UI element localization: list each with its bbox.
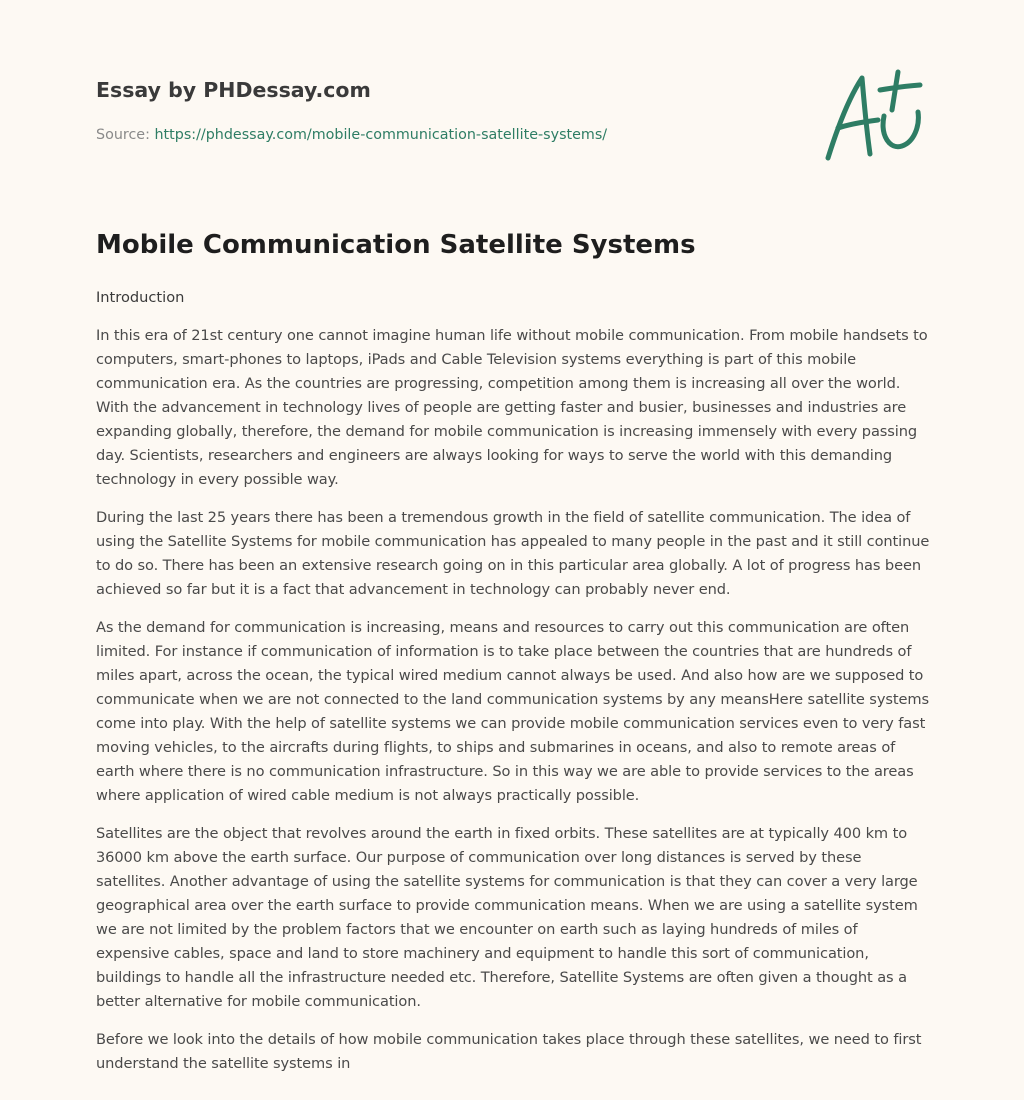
intro-heading: Introduction [96,289,185,306]
paragraph: Satellites are the object that revolves around the earth in fixed orbits. These satellites are at typically 400 km to 36000 km above the earth surface. Our purpose of communication over long distances is served by these satellites. Another advantage of using the satellite systems for communication is that they can cover a very large geographical area over the earth surface to provide communication means. When we are using a satellite system we are not limited by the problem factors that we encounter on earth such as laying hundreds of miles of expensive cables, space and land to store machinery and equipment to handle this sort of communication, buildings to handle all the infrastructure needed etc. Therefore, Satellite Systems are often given a thought as a better alternative for mobile communication. [96,825,918,1010]
a-plus-logo-icon [820,66,930,166]
article [96,226,932,1076]
source-link[interactable]: https://phdessay.com/mobile-communication-satellite-systems/ [154,127,608,143]
source-line [96,125,796,145]
source-label: Source: [96,127,155,143]
paragraph: In this era of 21st century one cannot imagine human life without mobile communication. From mobile handsets to computers, smart-phones to laptops, iPads and Cable Television systems everything is part of this mobile communication era. As the countries are progressing, competition among them is increasing all over the world. With the advancement in technology lives of people are getting faster and busier, businesses and industries are expanding globally, therefore, the demand for mobile communication is increasing immensely with every passing day. Scientists, researchers and engineers are always looking for ways to serve the world with this demanding technology in every possible way. [96,327,928,488]
paragraph: Before we look into the details of how mobile communication takes place through these satellites, we need to first understand the satellite systems in [96,1031,922,1072]
paragraph: As the demand for communication is increasing, means and resources to carry out this communication are often limited. For instance if communication of information is to take place between the countries that are hundreds of miles apart, across the ocean, the typical wired medium cannot always be used. And also how are we supposed to communicate when we are not connected to the land communication systems by any meansHere satellite systems come into play. With the help of satellite systems we can provide mobile communication services even to very fast moving vehicles, to the aircrafts during flights, to ships and submarines in oceans, and also to remote areas of earth where there is no communication infrastructure. So in this way we are able to provide services to the areas where application of wired cable medium is not always practically possible. [96,619,929,804]
essay-header [96,76,796,145]
page-title: Mobile Communication Satellite Systems [96,230,696,260]
paragraph: During the last 25 years there has been a tremendous growth in the field of satellite communication. The idea of using the Satellite Systems for mobile communication has appealed to many people in the past and it still continue to do so. There has been an extensive research going on in this particular area globally. A lot of progress has been achieved so far but it is a fact that advancement in technology can probably never end. [96,509,930,598]
site-title: Essay by PHDessay.com [96,78,371,102]
